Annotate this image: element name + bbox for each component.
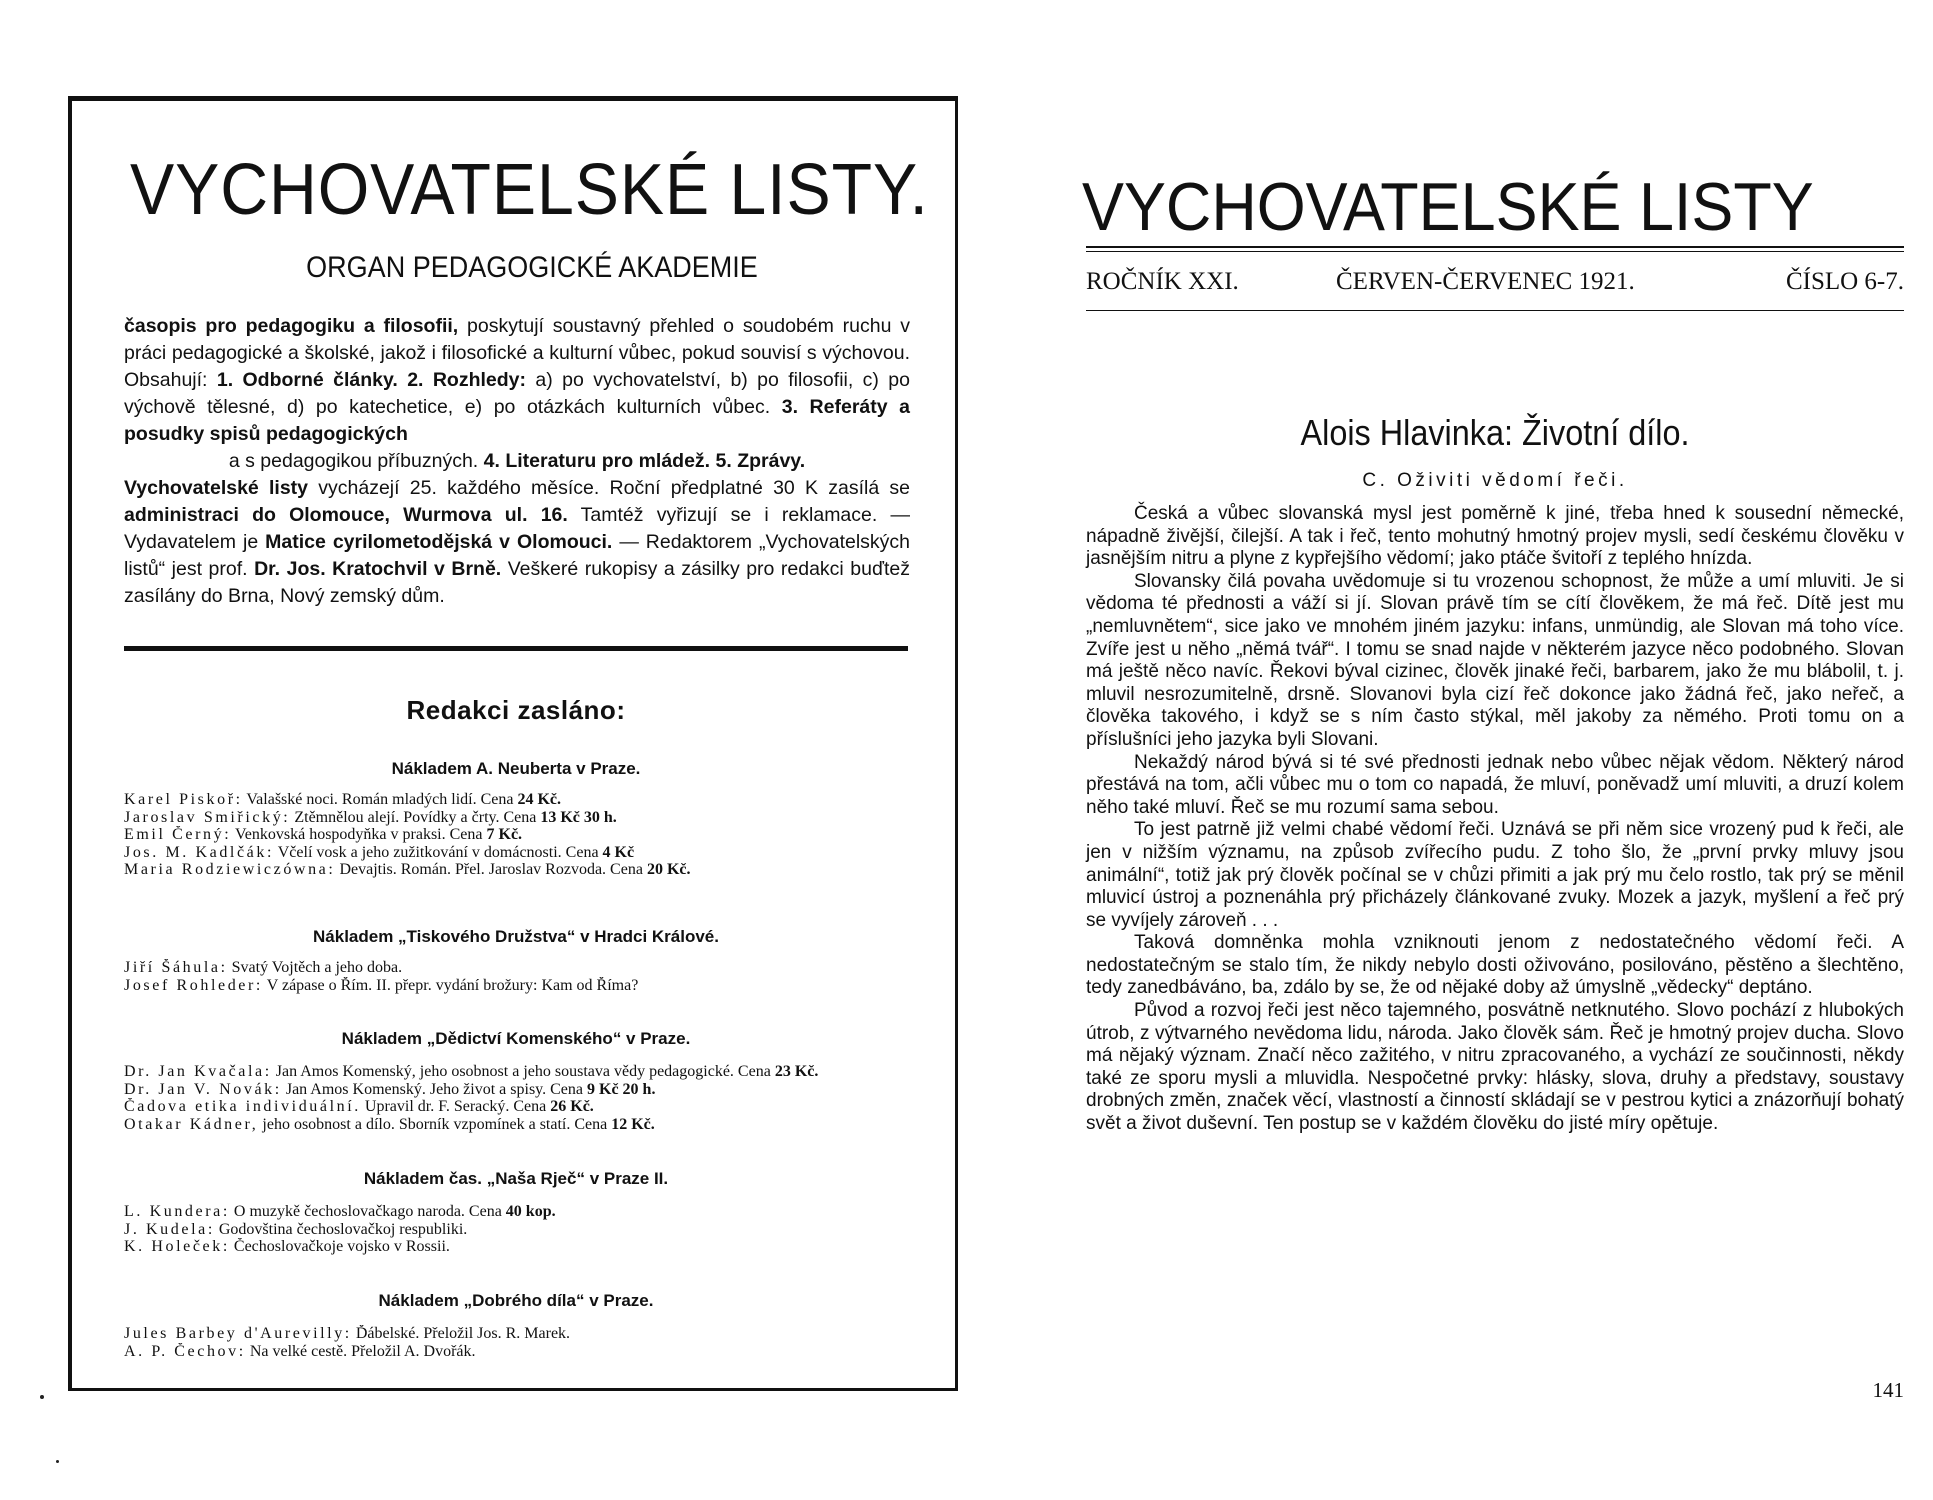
article-title: Alois Hlavinka: Životní dílo. — [1300, 412, 1690, 453]
list-item — [124, 1116, 908, 1134]
item-price: 20 Kč. — [646, 861, 691, 878]
article-paragraph: To jest patrně již velmi chabé vědomí řeči. Uznává se při něm sice vrozený pud k řeči, ale jen v nižším významu, na způsob zvířecího pudu. Z toho šlo, že „první prvky mluvy jsou animální“, totiž jak prý člověk počínal se v chůzi přimiti a jak prý mu čelo rostlo, tak prý se měnil mluvicí ústroj a poznenáhla prý přicházely článkované zvuky. Mozek a jazyk, myšlení a řeč prý se vyvíjely zároveň . . . — [1086, 819, 1904, 931]
item-text: Jan Amos Komenský. Jeho život a spisy. Cena — [281, 1080, 587, 1098]
scan-speck — [40, 1395, 44, 1399]
item-author: Dr. Jan V. Novák: — [124, 1080, 282, 1098]
left-masthead-subtitle: ORGAN PEDAGOGICKÉ AKADEMIE — [306, 251, 758, 284]
list-item — [124, 826, 908, 844]
list-item — [124, 1343, 908, 1361]
item-text: Včelí vosk a jeho zužitkování v domácnosti. Cena — [274, 843, 603, 861]
advertisement-frame — [68, 96, 958, 1391]
item-text: O muzykě čechoslovačkago naroda. Cena — [229, 1203, 506, 1220]
article-paragraph: Slovansky čilá povaha uvědomuje si tu vrozenou schopnost, že může a umí mluviti. Je si vědoma té přednosti a váží si jí. Slovan právě tím se cítí člověkem, že má řeč. Dítě jest mu „nemluvnětem“, sice jako ve mnohém jiném jazyku: infans, unmündig, ale Slovan má toho více. Zvíře jest u něho „němá tvář“. I tomu se snad najde v některém jazyce něco podobného. Slovan má ještě něco navíc. Řekovi býval cizinec, člověk jinaké řeči, barbarem, jako že mu blábolil, t. j. mluvil nesrozumitelně, drsně. Slovanovi byla cizí řeč dokonce jako žádná řeč, jako neřeč, a člověka takového, i když se s ním často stýkal, měl jakoby za němého. Proti tomu on a příslušníci jeho jazyka byli Slovani. — [1086, 570, 1904, 750]
publisher-list — [124, 791, 908, 879]
item-author: Maria Rodziewiczówna: — [124, 861, 336, 878]
item-author: A. P. Čechov: — [124, 1342, 246, 1360]
list-item — [124, 1203, 908, 1221]
list-item — [124, 1221, 908, 1239]
item-author: Emil Černý: — [124, 826, 232, 843]
left-masthead-title: VYCHOVATELSKÉ LISTY. — [130, 150, 929, 230]
description-paragraph-2 — [124, 475, 910, 610]
publisher-list — [124, 1203, 908, 1256]
article-paragraph: Původ a rozvoj řeči jest něco tajemného, posvátně netknutého. Slovo pochází z hlubokých útrob, z výtvarného nevědoma lidu, národa. Jako člověk sám. Řeč je hmotný projev ducha. Slovo má nějaký význam. Značí něco zažitého, v nitru zpracovaného, a vychází ze součinnosti, někdy také ze sporu mysli a mluvidla. Nespočetné prvky: hlásky, slova, druhy a představy, soustavy drobných změn, značek věcí, vlastností a činností skládají se v pestrou kytici a znázorňují bohatý svět a život duševní. Ten postup se v každém člověku do jisté míry opětuje. — [1086, 1000, 1904, 1135]
item-author: Josef Rohleder: — [124, 976, 263, 994]
item-author: J. Kudela: — [124, 1220, 215, 1238]
text-bold: 1. Odborné články. 2. Rozhledy: — [216, 369, 527, 391]
scan-speck — [56, 1460, 59, 1463]
list-item — [124, 809, 908, 827]
list-item — [124, 977, 908, 995]
item-author: Otakar Kádner, — [124, 1115, 259, 1133]
text-run: Veškeré rukopisy a zásilky pro redakci buďtež zasílány do Brna, Nový zemský dům. — [124, 558, 910, 607]
item-price: 26 Kč. — [550, 1098, 594, 1115]
text-run: — Redaktorem „Vychovatelských listů“ jest prof. — [124, 531, 911, 580]
text-bold: Matice cyrilometodějská v Olomouci. — [265, 531, 613, 553]
page-number: 141 — [1872, 1378, 1904, 1402]
journal-description — [124, 313, 910, 610]
item-text: V zápase o Řím. II. přepr. vydání brožury: Kam od Říma? — [262, 976, 639, 994]
text-bold: 3. Referáty a posudky spisů pedagogických — [124, 396, 911, 445]
article-paragraph: Nekaždý národ bývá si té své přednosti jednak nebo vůbec nějak vědom. Některý národ přestává na tom, ačli vůbec mu o tom co napadá, že mluví, poněvadž umí mluviti, a druzí kolem něho také mluví. Řeč se mu rozumí sama sebou. — [1086, 751, 1904, 818]
item-price: 12 Kč. — [611, 1115, 655, 1133]
item-price: 13 Kč 30 h. — [540, 808, 617, 826]
item-price: 7 Kč. — [486, 826, 523, 843]
item-author: Čadova etika individuální. — [124, 1098, 361, 1115]
volume-number: ROČNÍK XXI. — [1086, 268, 1239, 295]
list-item — [124, 1081, 908, 1099]
item-text: Venkovská hospodyňka v praksi. Cena — [231, 826, 487, 843]
text-bold: časopis pro pedagogiku a filosofii, — [124, 315, 459, 337]
text-bold: Vychovatelské listy — [124, 477, 309, 499]
publisher-heading: Nákladem A. Neuberta v Praze. — [391, 759, 641, 778]
list-item — [124, 1325, 908, 1343]
section-divider — [124, 646, 908, 651]
publisher-heading: Nákladem „Dědictví Komenského“ v Praze. — [341, 1029, 691, 1048]
item-text: Čechoslovačkoje vojsko v Rossii. — [229, 1238, 450, 1255]
item-text: Godovština čechoslovačkoj respubliki. — [214, 1220, 468, 1238]
description-paragraph-1 — [124, 313, 910, 448]
description-paragraph-1-end — [124, 448, 910, 475]
article-body — [1086, 503, 1904, 1136]
section-title: Redakci zasláno: — [406, 695, 626, 725]
masthead-rule — [1086, 246, 1904, 248]
text-bold: 4. Literaturu pro mládež. 5. Zprávy. — [483, 450, 806, 472]
text-run: a) po vychovatelství, b) po filosofii, c) po výchově tělesné, d) po katechetice, e) po otázkách kulturních vůbec. — [124, 369, 910, 418]
masthead-rule — [1086, 251, 1904, 252]
item-text: Jan Amos Komenský, jeho osobnost a jeho soustava vědy pedagogické. Cena — [271, 1063, 775, 1080]
item-author: Karel Piskoř: — [124, 791, 243, 808]
right-page — [1020, 0, 1933, 1500]
item-price: 4 Kč — [602, 843, 635, 861]
publisher-list — [124, 959, 908, 994]
article-paragraph: Česká a vůbec slovanská mysl jest poměrně k jiné, třeba hned k sousední německé, nápadně živější, čilejší. A tak i řeč, tento mohutný hmotný projev mysli, sedí českému člověku v jasnějším nitru a plyne z kypřejšího vědomí; jako ptáče švitoří z teplého hnízda. — [1086, 503, 1904, 570]
item-author: Jules Barbey d'Aurevilly: — [124, 1325, 352, 1342]
item-price: 24 Kč. — [517, 791, 561, 808]
text-bold: administraci do Olomouce, Wurmova ul. 16. — [124, 504, 568, 526]
item-price: 9 Kč 20 h. — [587, 1080, 656, 1098]
article-paragraph: Taková domněnka mohla vzniknouti jenom z nedostatečného vědomí řeči. A nedostatečným se stalo tím, že nikdy nebylo dosti oživováno, posilováno, pěstěno a šlechtěno, tedy zanedbáváno, ba, zdálo by se, že od nějaké doby až úmyslně „vědecky“ deptáno. — [1086, 932, 1904, 999]
item-author: Jos. M. Kadlčák: — [124, 843, 275, 861]
publisher-heading: Nákladem „Dobrého díla“ v Praze. — [378, 1291, 654, 1310]
text-run: Tamtéž vyřizují se i reklamace. — Vydavatelem je — [124, 504, 910, 553]
publisher-list — [124, 1063, 908, 1133]
item-text: Ztěmnělou alejí. Povídky a črty. Cena — [290, 808, 541, 826]
item-text: Svatý Vojtěch a jeho doba. — [227, 959, 403, 976]
list-item — [124, 861, 908, 879]
item-author: Jiří Šáhula: — [124, 959, 228, 976]
list-item — [124, 959, 908, 977]
publisher-heading: Nákladem „Tiskového Družstva“ v Hradci Králové. — [313, 927, 719, 946]
item-text: jeho osobnost a dílo. Sborník vzpomínek a statí. Cena — [258, 1115, 612, 1133]
item-author: Jaroslav Smiřický: — [124, 808, 291, 826]
list-item — [124, 1238, 908, 1256]
list-item — [124, 1063, 908, 1081]
text-run: vycházejí 25. každého měsíce. Roční předplatné 30 K zasílá se — [308, 477, 910, 499]
list-item — [124, 791, 908, 809]
text-run: a s pedagogikou příbuzných. — [228, 450, 484, 472]
item-price: 23 Kč. — [774, 1063, 819, 1080]
item-text: Ďábelské. Přeložil Jos. R. Marek. — [351, 1325, 571, 1342]
item-author: L. Kundera: — [124, 1203, 230, 1220]
item-author: Dr. Jan Kvačala: — [124, 1063, 272, 1080]
list-item — [124, 844, 908, 862]
issue-date: ČERVEN-ČERVENEC 1921. — [1336, 268, 1635, 295]
left-page — [0, 0, 966, 1500]
publisher-heading: Nákladem čas. „Naša Rječ“ v Praze II. — [363, 1169, 669, 1188]
article-subtitle: C. Oživiti vědomí řeči. — [1362, 470, 1628, 491]
publisher-list — [124, 1325, 908, 1360]
item-text: Valašské noci. Román mladých lidí. Cena — [242, 791, 518, 808]
item-text: Devajtis. Román. Přel. Jaroslav Rozvoda. Cena — [335, 861, 647, 878]
item-price: 40 kop. — [505, 1203, 556, 1220]
issue-number: ČÍSLO 6-7. — [1785, 268, 1904, 295]
item-text: Na velké cestě. Přeložil A. Dvořák. — [245, 1342, 476, 1360]
item-text: Upravil dr. F. Seracký. Cena — [360, 1098, 551, 1115]
right-masthead-title: VYCHOVATELSKÉ LISTY — [1082, 169, 1814, 245]
list-item — [124, 1098, 908, 1116]
issue-info — [1086, 268, 1904, 300]
issue-rule — [1086, 310, 1904, 311]
text-run: poskytují soustavný přehled o soudobém ruchu v práci pedagogické a školské, jakož i filosofické a kulturní vůbec, pokud souvisí s výchovou. Obsahují: — [124, 315, 910, 391]
item-author: K. Holeček: — [124, 1238, 230, 1255]
text-bold: Dr. Jos. Kratochvil v Brně. — [254, 558, 502, 580]
